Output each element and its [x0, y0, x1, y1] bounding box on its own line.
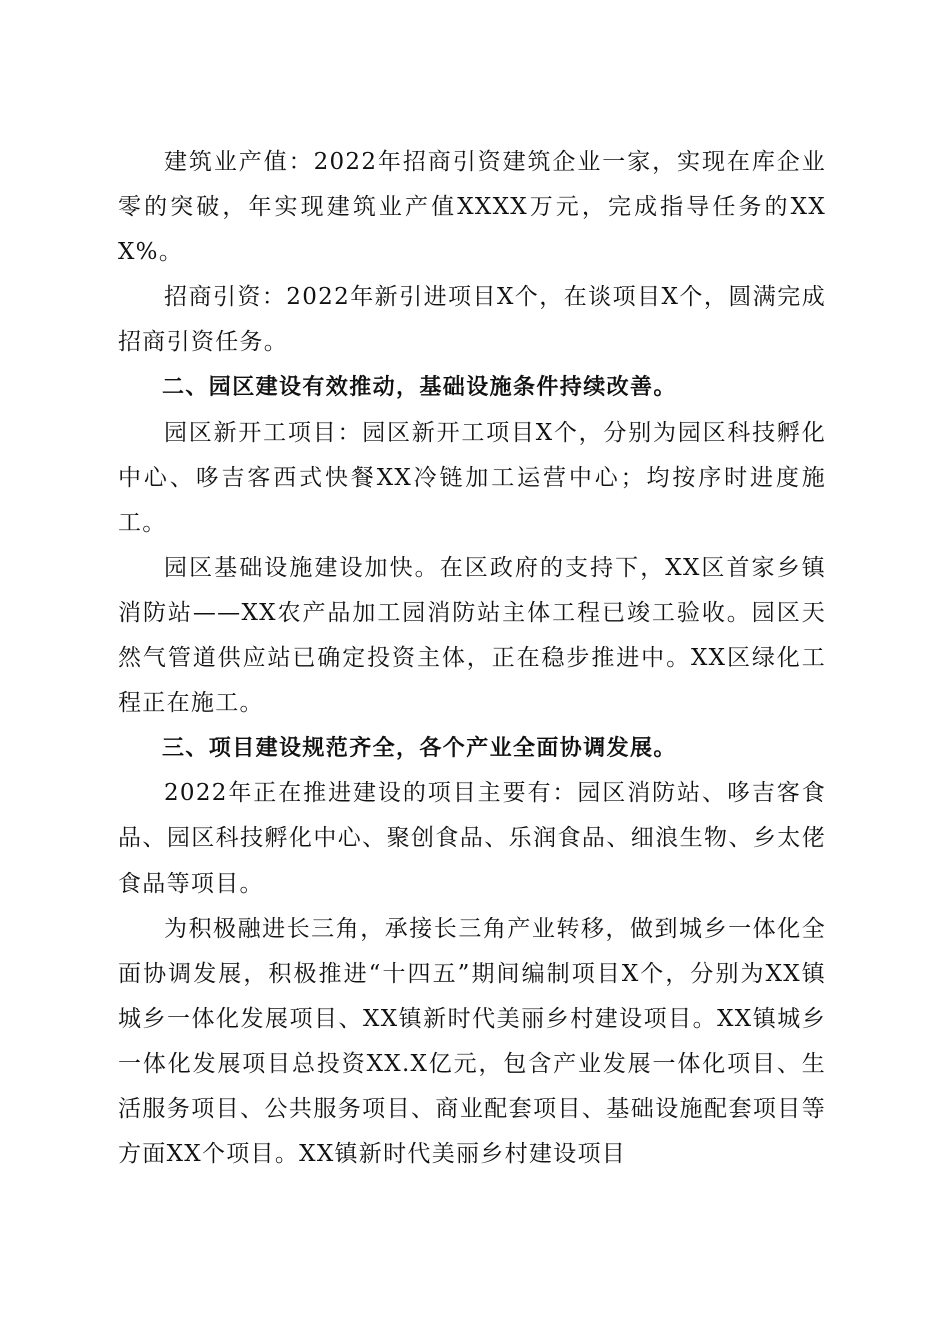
paragraph-projects-in-progress: 2022年正在推进建设的项目主要有：园区消防站、哆吉客食品、园区科技孵化中心、聚创食品、乐润食品、细浪生物、乡太佬食品等项目。	[118, 780, 826, 897]
section-heading-project-construction: 三、项目建设规范齐全，各个产业全面协调发展。	[162, 736, 677, 762]
paragraph-construction-output: 建筑业产值：2022年招商引资建筑企业一家，实现在库企业零的突破，年实现建筑业产值XXXX万元，完成指导任务的XXX%。	[118, 149, 826, 266]
paragraph-investment-attraction: 招商引资：2022年新引进项目X个，在谈项目X个，圆满完成招商引资任务。	[118, 284, 826, 356]
paragraph-new-park-projects: 园区新开工项目：园区新开工项目X个，分别为园区科技孵化中心、哆吉客西式快餐XX冷链加工运营中心；均按序时进度施工。	[118, 419, 826, 536]
paragraph-park-infrastructure: 园区基础设施建设加快。在区政府的支持下，XX区首家乡镇消防站——XX农产品加工园消防站主体工程已竣工验收。园区天然气管道供应站已确定投资主体，正在稳步推进中。XX区绿化工程正在施工。	[118, 554, 826, 717]
paragraph-yangtze-delta-integration: 为积极融进长三角，承接长三角产业转移，做到城乡一体化全面协调发展，积极推进“十四五”期间编制项目X个，分别为XX镇城乡一体化发展项目、XX镇新时代美丽乡村建设项目。XX镇城乡一体化发展项目总投资XX.X亿元，包含产业发展一体化项目、生活服务项目、公共服务项目、商业配套项目、基础设施配套项目等方面XX个项目。XX镇新时代美丽乡村建设项目	[118, 915, 826, 1168]
document-page	[118, 140, 826, 1177]
section-heading-park-construction: 二、园区建设有效推动，基础设施条件持续改善。	[162, 375, 677, 401]
